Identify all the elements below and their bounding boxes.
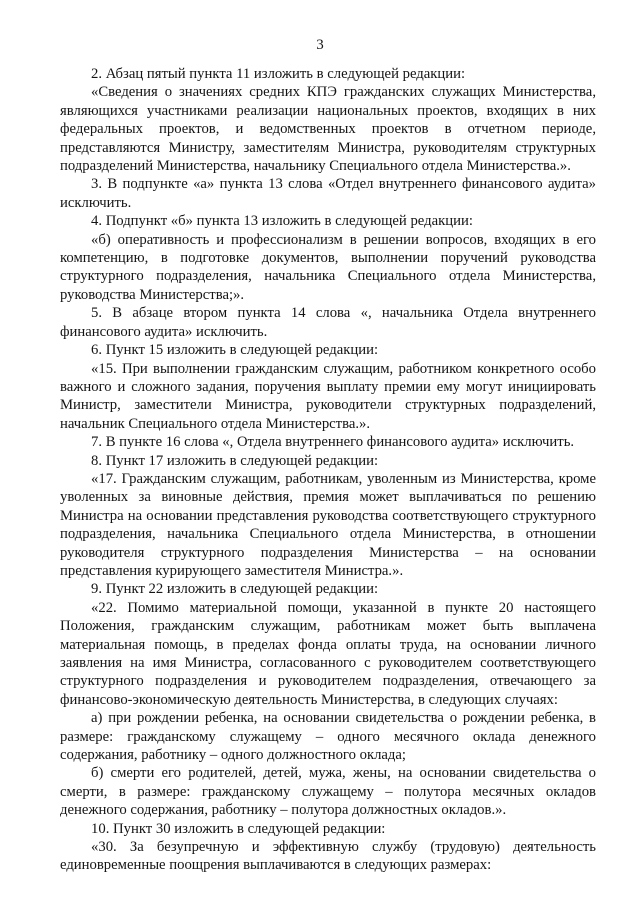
paragraph-4: 4. Подпункт «б» пункта 13 изложить в следующей редакции:	[91, 213, 473, 230]
paragraph-12: 9. Пункт 22 изложить в следующей редакции:	[91, 581, 379, 598]
document-body	[60, 65, 596, 875]
paragraph-11: «17. Гражданским служащим, работникам, уволенным из Министерства, кроме уволенных за виновные действия, премия может выплачиваться по решению Министра на основании представления руководства соответствующего структурного подразделения, начальника Специального отдела Министерства, в отношении руководителя структурного подразделения Министерства – на основании представления курирующего заместителя Министра.».	[60, 470, 596, 579]
paragraph-17: «30. За безупречную и эффективную службу (трудовую) деятельность единовременные поощрения выплачиваются в следующих размерах:	[60, 839, 596, 874]
paragraph-10: 8. Пункт 17 изложить в следующей редакции:	[91, 452, 379, 469]
paragraph-14: а) при рождении ребенка, на основании свидетельства о рождении ребенка, в размере: гражданскому служащему – одного месячного оклада денежного содержания, работнику – одного должностного оклада;	[60, 710, 596, 764]
paragraph-2: «Сведения о значениях средних КПЭ гражданских служащих Министерства, являющихся участниками реализации национальных проектов, входящих в них федеральных проектов, и ведомственных проектов в отчетном периоде, представляются Министру, заместителям Министра, руководителям структурных подразделений Министерства, начальнику Специального отдела Министерства.».	[60, 84, 596, 175]
paragraph-6: 5. В абзаце втором пункта 14 слова «, начальника Отдела внутреннего финансового аудита» исключить.	[60, 305, 596, 340]
paragraph-7: 6. Пункт 15 изложить в следующей редакции:	[91, 342, 379, 359]
paragraph-5: «б) оперативность и профессионализм в решении вопросов, входящих в его компетенцию, в подготовке документов, выполнении поручений руководства структурного подразделения, начальника Специального отдела Министерства, руководства Министерства;».	[60, 231, 596, 303]
paragraph-16: 10. Пункт 30 изложить в следующей редакции:	[91, 820, 386, 837]
paragraph-13: «22. Помимо материальной помощи, указанной в пункте 20 настоящего Положения, гражданским служащим, работникам может быть выплачена материальная помощь, в пределах фонда оплаты труда, на основании личного заявления на имя Министра, согласованного с руководителем соответствующего структурного подразделения и руководителем подразделения, отвечающего за финансово-экономическую деятельность Министерства, в следующих случаях:	[60, 599, 596, 708]
page-number: 3	[316, 37, 324, 53]
paragraph-1: 2. Абзац пятый пункта 11 изложить в следующей редакции:	[91, 66, 466, 82]
paragraph-8: «15. При выполнении гражданским служащим, работником конкретного особо важного и сложного задания, поручения выплату премии ему могут инициировать Министр, заместители Министра, руководители структурных подразделений, начальник Специального отдела Министерства.».	[60, 360, 596, 432]
paragraph-15: б) смерти его родителей, детей, мужа, жены, на основании свидетельства о смерти, в размере: гражданскому служащему – полутора месячных окладов денежного содержания, работнику – полутора должностных окладов.».	[60, 765, 596, 819]
paragraph-3: 3. В подпункте «а» пункта 13 слова «Отдел внутреннего финансового аудита» исключить.	[60, 176, 596, 211]
paragraph-9: 7. В пункте 16 слова «, Отдела внутреннего финансового аудита» исключить.	[91, 434, 575, 451]
